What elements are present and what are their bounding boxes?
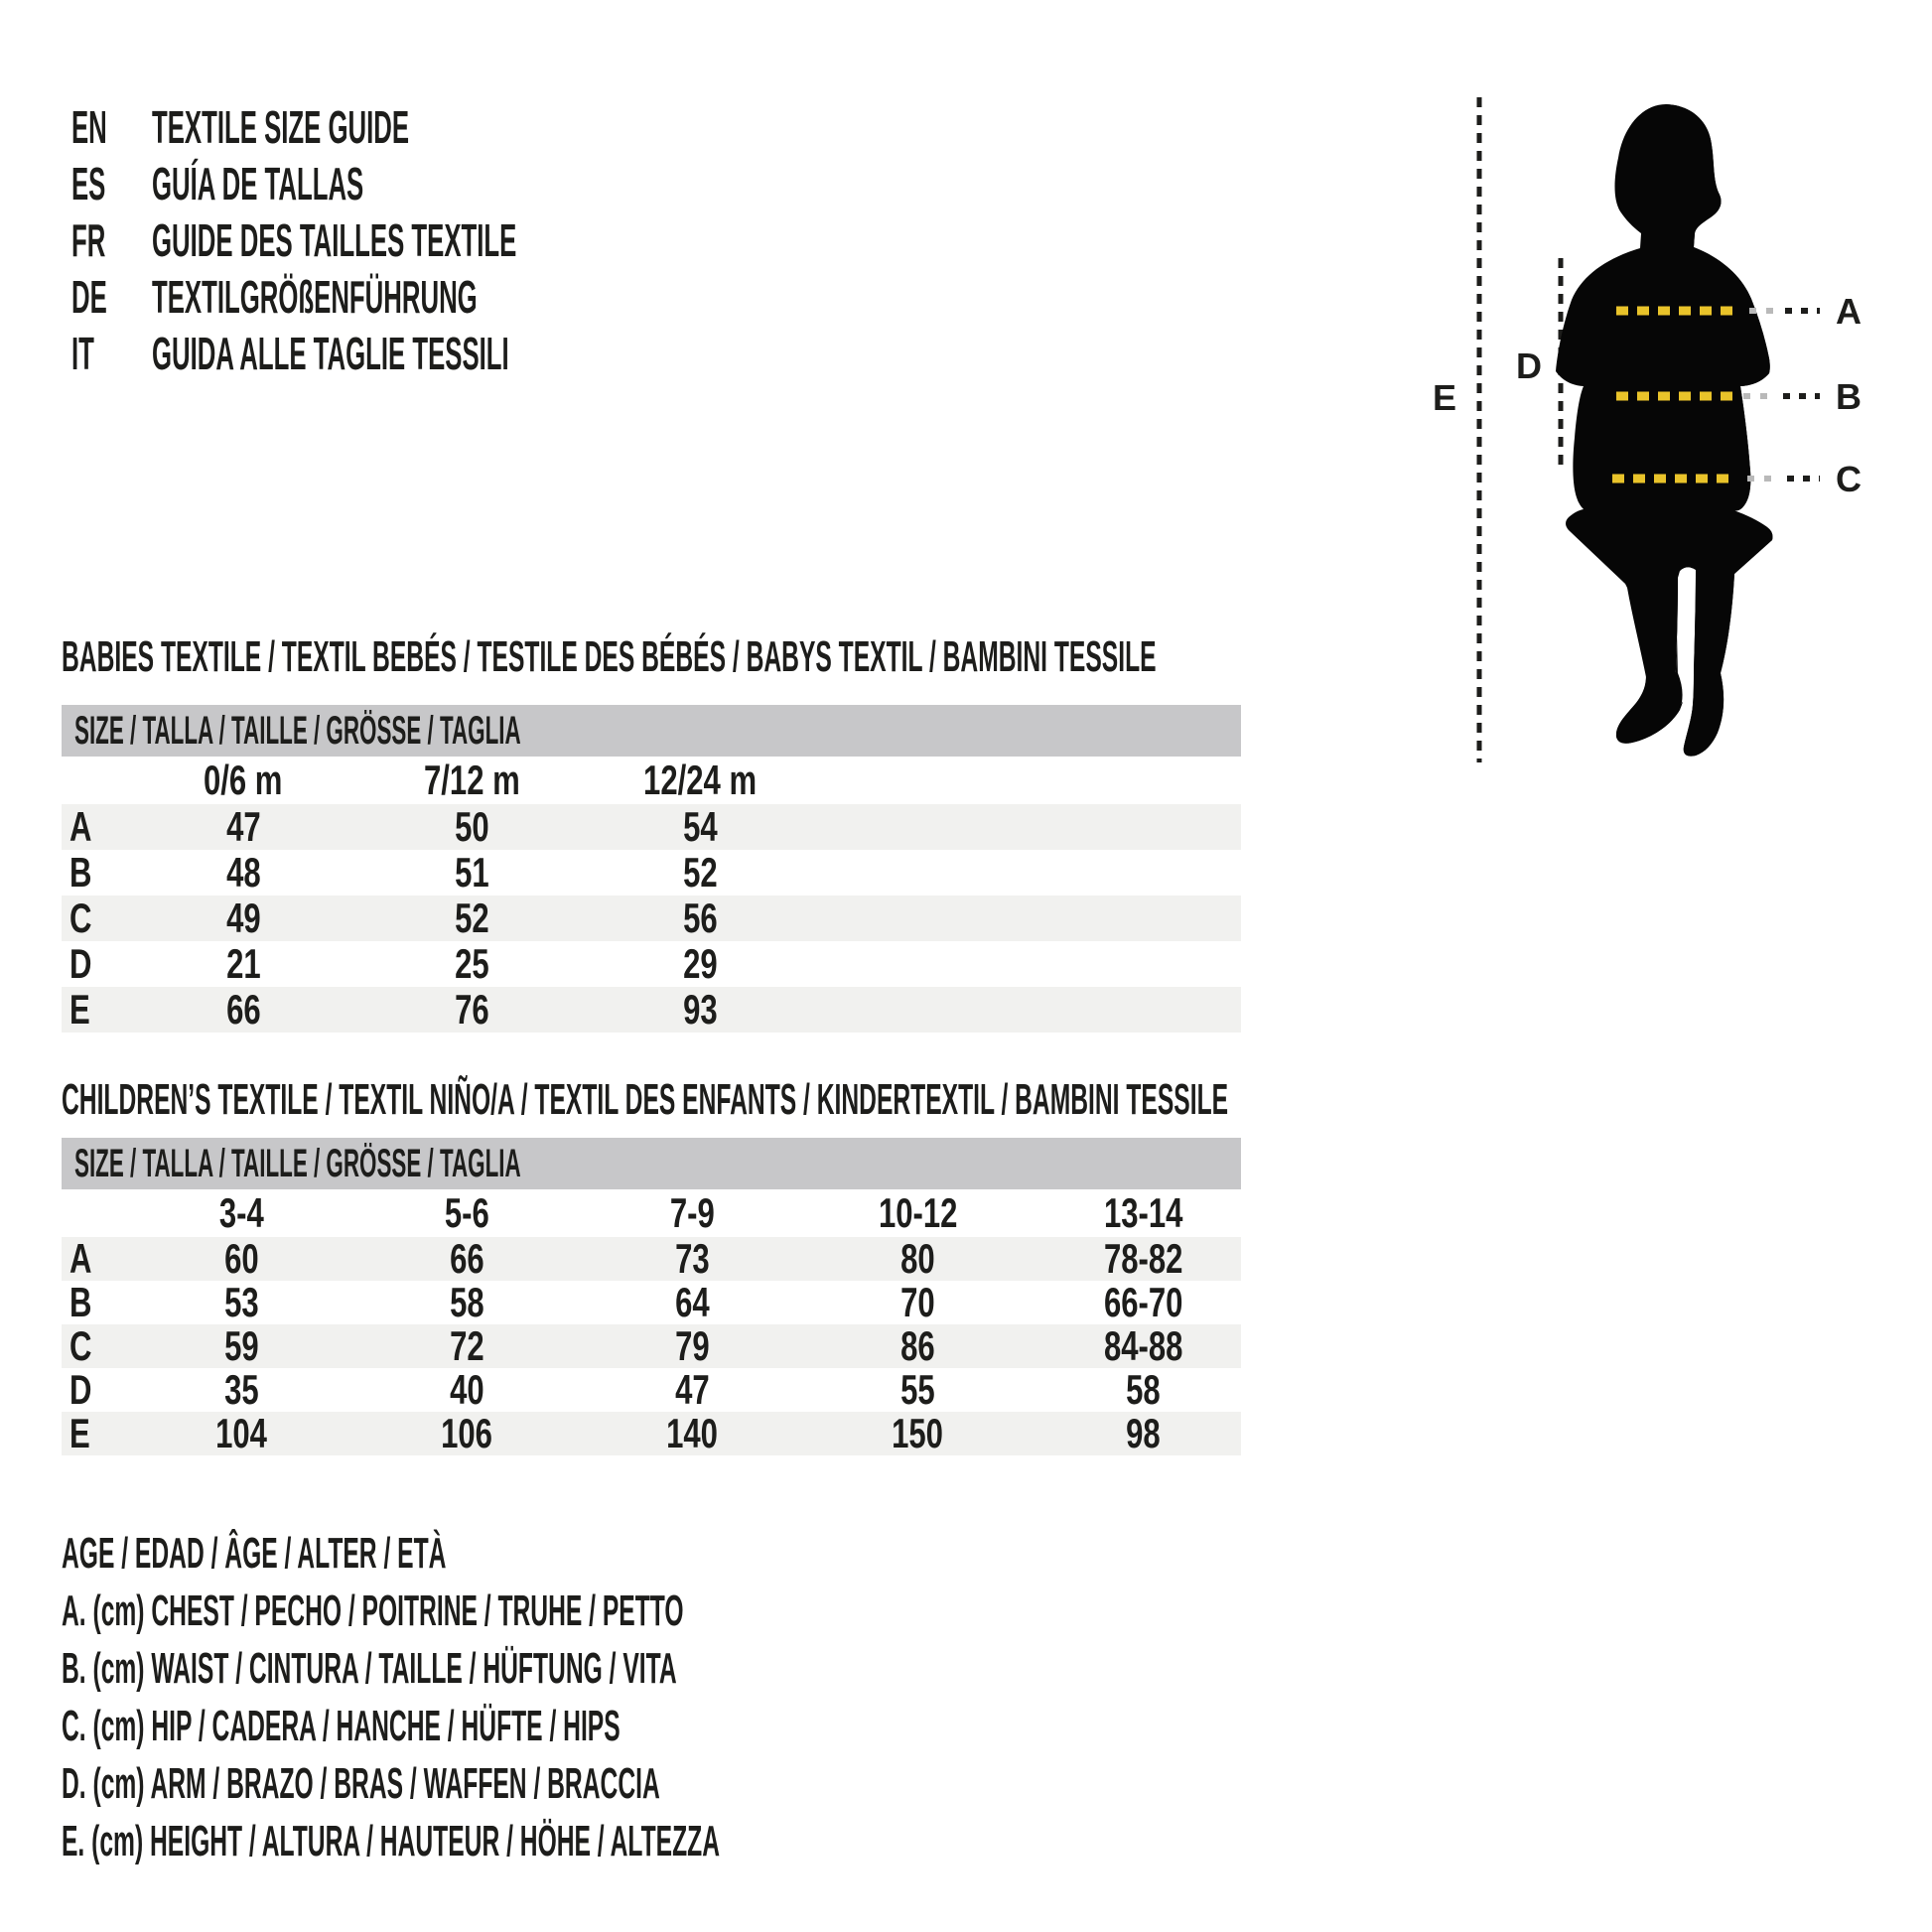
language-code-fr: FR xyxy=(71,213,106,266)
language-title-it: GUIDA ALLE TAGLIE TESSILI xyxy=(152,327,509,379)
row-label: B xyxy=(69,849,92,896)
babies-row-e: E 66 76 93 xyxy=(62,987,1241,1033)
row-label: B xyxy=(69,1279,92,1325)
row-label: D xyxy=(69,940,92,987)
language-code-en: EN xyxy=(71,100,107,153)
figure-label-e: E xyxy=(1432,377,1457,418)
babies-size-table xyxy=(62,705,1241,1033)
measurement-figure xyxy=(1390,60,1932,794)
children-column-header-row xyxy=(62,1189,1241,1237)
row-label: A xyxy=(69,803,92,850)
row-label: E xyxy=(69,986,90,1033)
babies-column-header-row xyxy=(62,757,1241,804)
language-row-es xyxy=(71,155,803,211)
row-label: C xyxy=(69,895,92,941)
legend-waist: B. (cm) WAIST / CINTURA / TAILLE / HÜFTUNG / VITA xyxy=(62,1644,677,1693)
children-col-0: 3-4 xyxy=(219,1189,264,1236)
children-row-e: E 104 106 140 150 98 xyxy=(62,1412,1241,1455)
children-row-d: D 35 40 47 55 58 xyxy=(69,1366,1161,1413)
children-row-a: A 60 66 73 80 78-82 xyxy=(62,1237,1241,1281)
row-label: A xyxy=(69,1235,92,1282)
children-col-4: 13-14 xyxy=(1103,1189,1183,1236)
legend-arm: D. (cm) ARM / BRAZO / BRAS / WAFFEN / BRACCIA xyxy=(62,1759,660,1808)
children-row-b: B 53 58 64 70 66-70 xyxy=(69,1279,1183,1325)
figure-label-a: A xyxy=(1836,291,1862,332)
babies-col-1: 7/12 m xyxy=(423,757,520,803)
figure-label-c: C xyxy=(1836,459,1862,499)
children-row-c: C 59 72 79 86 84-88 xyxy=(62,1324,1241,1368)
figure-label-b: B xyxy=(1836,376,1862,417)
babies-col-0: 0/6 m xyxy=(204,757,283,803)
language-row-fr xyxy=(71,211,803,268)
babies-row-c: C 49 52 56 xyxy=(62,896,1241,941)
legend-age: AGE / EDAD / ÂGE / ALTER / ETÀ xyxy=(62,1529,447,1578)
language-title-block xyxy=(71,98,803,381)
legend-hip: C. (cm) HIP / CADERA / HANCHE / HÜFTE / HIPS xyxy=(62,1702,621,1750)
children-size-table xyxy=(62,1138,1241,1455)
row-label: E xyxy=(69,1410,90,1456)
language-title-en: TEXTILE SIZE GUIDE xyxy=(152,100,410,153)
language-code-de: DE xyxy=(71,270,107,323)
children-col-1: 5-6 xyxy=(445,1189,489,1236)
babies-row-a: A 47 50 54 xyxy=(62,804,1241,850)
language-title-es: GUÍA DE TALLAS xyxy=(152,157,364,209)
babies-col-2: 12/24 m xyxy=(642,757,758,803)
language-row-it xyxy=(71,325,803,381)
children-size-header-bar: SIZE / TALLA / TAILLE / GRÖSSE / TAGLIA xyxy=(62,1138,1241,1189)
language-code-it: IT xyxy=(71,327,94,379)
babies-size-header-bar: SIZE / TALLA / TAILLE / GRÖSSE / TAGLIA xyxy=(62,705,1241,757)
children-col-2: 7-9 xyxy=(670,1189,715,1236)
language-row-en xyxy=(71,98,803,155)
children-col-3: 10-12 xyxy=(878,1189,958,1236)
language-title-de: TEXTILGRÖßENFÜHRUNG xyxy=(152,270,478,323)
babies-row-b: B 48 51 52 xyxy=(69,849,718,896)
babies-section-title: BABIES TEXTILE / TEXTIL BEBÉS / TESTILE DES BÉBÉS / BABYS TEXTIL / BAMBINI TESSILE xyxy=(62,632,1157,681)
language-title-fr: GUIDE DES TAILLES TEXTILE xyxy=(152,213,517,266)
language-code-es: ES xyxy=(71,157,106,209)
legend-chest: A. (cm) CHEST / PECHO / POITRINE / TRUHE / PETTO xyxy=(62,1587,684,1635)
language-row-de xyxy=(71,268,803,325)
measurement-legend xyxy=(62,1525,1237,1870)
legend-height: E. (cm) HEIGHT / ALTURA / HAUTEUR / HÖHE / ALTEZZA xyxy=(62,1817,720,1865)
row-label: D xyxy=(69,1366,92,1413)
figure-label-d: D xyxy=(1516,345,1542,386)
babies-row-d: D 21 25 29 xyxy=(69,940,718,987)
children-section-title: CHILDREN’S TEXTILE / TEXTIL NIÑO/A / TEXTIL DES ENFANTS / KINDERTEXTIL / BAMBINI TESSILE xyxy=(62,1075,1229,1124)
row-label: C xyxy=(69,1322,92,1369)
